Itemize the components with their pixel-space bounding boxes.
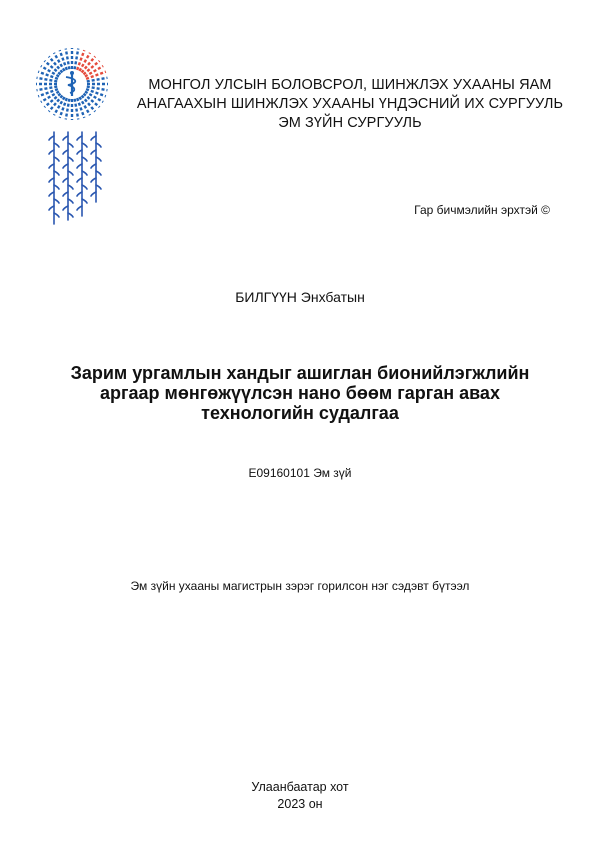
header-line-university: АНАГААХЫН ШИНЖЛЭХ УХААНЫ ҮНДЭСНИЙ ИХ СУРГУУЛЬ (136, 96, 564, 112)
header-line-school: ЭМ ЗҮЙН СУРГУУЛЬ (278, 115, 422, 131)
emblem-ray (66, 99, 70, 120)
vertical-script-icon (44, 128, 110, 228)
emblem-ray (37, 78, 58, 82)
degree-statement: Эм зүйн ухааны магистрын зэрэг горилсон нэг сэдэвт бүтээл (130, 579, 470, 593)
author-name: БИЛГҮҮН Энхбатын (235, 289, 365, 305)
emblem-ray (87, 78, 108, 82)
university-emblem-icon (30, 46, 114, 122)
copyright-notice: Гар бичмэлийн эрхтэй © (414, 203, 550, 217)
institution-header (130, 76, 570, 133)
emblem-ray (75, 99, 79, 120)
program-code: E09160101 Эм зүй (248, 466, 352, 480)
year: 2023 он (277, 797, 323, 811)
place-and-year (0, 779, 600, 813)
title-line: Зарим ургамлын хандыг ашиглан бионийлэгжлийн (70, 363, 530, 383)
emblem-ray (87, 87, 108, 91)
title-line: технологийн судалгаа (201, 403, 399, 423)
emblem-ray (75, 49, 79, 70)
header-line-ministry: МОНГОЛ УЛСЫН БОЛОВСРОЛ, ШИНЖЛЭХ УХААНЫ ЯАМ (148, 77, 552, 93)
title-line: аргаар мөнгөжүүлсэн нано бөөм гарган авах (100, 383, 500, 403)
emblem-ray (66, 49, 70, 70)
thesis-title (60, 363, 540, 423)
city: Улаанбаатар хот (251, 780, 349, 794)
emblem-ray (37, 87, 58, 91)
